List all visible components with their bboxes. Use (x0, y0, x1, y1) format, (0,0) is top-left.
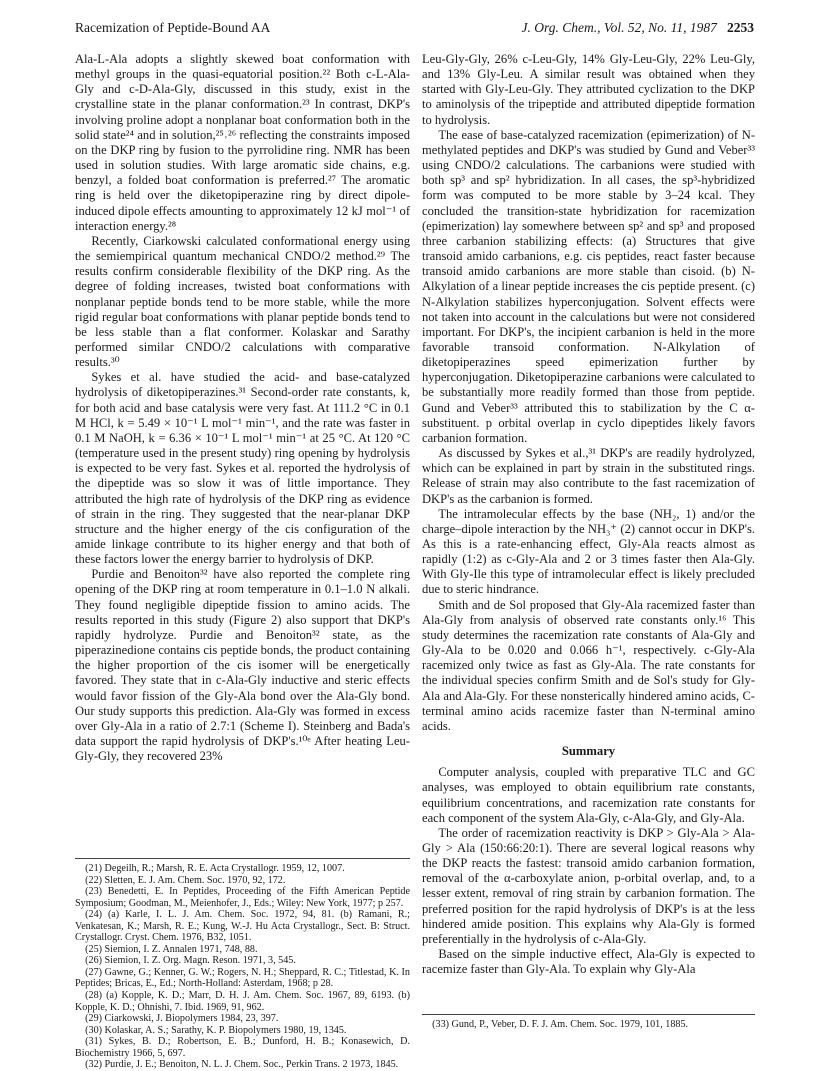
left-column (75, 52, 410, 764)
journal-citation (522, 17, 755, 39)
right-paragraph-2: The ease of base-catalyzed racemization (epimerization) of N-methylated peptides and DKP's was studied by Gund and Veber³³ using CNDO/2 calculations. The carbanions were studied with both sp³ and sp² hybridization. In all cases, the sp³-hybridized form was computed to be more stable by 3–24 kcal. They concluded the transition-state hybridization for racemization (epimerization) lay somewhere between sp² and sp³ and proposed three carbanion stabilizing effects: (a) Structures that give transoid amido carbanions, e.g. cis peptides, react faster because transoid amido carbanions are more stable than cisoid. (b) N-Alkylation of a linear peptide increases the cis peptide present. (c) N-Alkylation stabilizes hyperconjugation. Solvent effects were not taken into account in the calculations but were not considered important. For DKP's, the incipient carbanion is held in the more favorable transoid conformation. N-Alkylation of diketopiperazines speed epimerization further by hyperconjugation. Diketopiperazine carbanions were calculated to be substantially more readily formed than those from peptide. Gund and Veber³³ attributed this to stabilization by the C α-substituent. p orbital overlap in cyclo dipeptides likely favors carbanion formation. (422, 127, 755, 445)
footnote-27: (27) Gawne, G.; Kenner, G. W.; Rogers, N. H.; Sheppard, R. C.; Titlestad, K. In Peptides; Bricas, E., Ed.; North-Holland: Asterdam, 1968; p 28. (75, 966, 410, 990)
footnote-32: (32) Purdie, J. E.; Benoiton, N. L. J. Chem. Soc., Perkin Trans. 2 1973, 1845. (85, 1059, 399, 1071)
right-paragraph-5: Smith and de Sol proposed that Gly-Ala racemized faster than Ala-Gly from analysis of observed rate constants only.¹⁶ This study determines the racemization rate constants of Ala-Gly and Gly-Ala to be 0.020 and 0.066 h⁻¹, respectively. c-Gly-Ala racemized only twice as fast as Gly-Ala. The rate constants for the individual species confirm Smith and de Sol's study for Gly-Ala and Ala-Gly. For these nonsterically hindered amino acids, C-terminal amino acids racemize faster than N-terminal amino acids. (422, 597, 755, 733)
left-paragraph-2: Recently, Ciarkowski calculated conformational energy using the semiempirical quantum mechanical CNDO/2 method.²⁹ The results confirm considerable flexibility of the DKP ring. As the degree of folding increases, twisted boat conformations with nonplanar peptide bonds tend to be more stable, while the more rigid regular boat conformations with planar peptide bonds tend to be less stable than a flat conformer. Kolaskar and Sarathy performed similar CNDO/2 calculations with comparative results.³⁰ (75, 233, 410, 370)
footnote-21: (21) Degeilh, R.; Marsh, R. E. Acta Crystallogr. 1959, 12, 1007. (85, 863, 345, 874)
summary-heading: Summary (561, 744, 616, 759)
footnote-29: (29) Ciarkowski, J. Biopolymers 1984, 23, 397. (85, 1013, 279, 1025)
left-paragraph-3: Sykes et al. have studied the acid- and base-catalyzed hydrolysis of diketopiperazines.³¹ Second-order rate constants, k, for both acid and base catalysis were very fast. At 111.2 °C in 0.1 M HCl, k = 5.49 × 10⁻¹ L mol⁻¹ min⁻¹, and the rate was faster in 0.1 M NaOH, k = 6.36 × 10⁻¹ L mol⁻¹ min⁻¹ at 25 °C. At 120 °C (temperature used in the present study) ring opening by hydrolysis is expected to be very fast. Sykes et al. reported the hydrolysis of the dipeptide was so slow it was of little importance. They attributed the high rate of hydrolysis of the DKP ring as evidence of strain in the ring. They suggested that the near-planar DKP structure and the higher energy of the cis configuration of the amide linkage contribute to its higher energy and that both of these factors lower the energy barrier to hydrolysis of DKP. (75, 370, 410, 567)
summary-paragraph-1: Computer analysis, coupled with preparative TLC and GC analyses, was employed to obtain equilibrium rate constants, equilibrium concentrations, and racemization rate constants for each component of the system Ala-Gly, c-Ala-Gly, and Gly-Ala. (422, 765, 755, 825)
left-paragraph-4: Purdie and Benoiton³² have also reported the complete ring opening of the DKP ring at room temperature in 0.1–1.0 N alkali. They found negligible dipeptide fission to amino acids. The results reported in this study (Figure 2) also support that DKP's rapidly hydrolyze. Purdie and Benoiton³² state, as the piperazinedione contains cis peptide bonds, the product containing the higher proportion of the cis isomer will be energetically favored. They state that in c-Ala-Gly inductive and steric effects would favor fission of the Gly-Ala bond over the Ala-Gly bond. Our study supports this prediction. Ala-Gly was formed in excess over Gly-Ala in a ratio of 2.7:1 (Scheme I). Steinberg and Bada's data support the rapid hydrolysis of DKP's.¹⁰ᵉ After heating Leu-Gly-Gly, they recovered 23% (75, 567, 410, 764)
right-paragraph-4: The intramolecular effects by the base (NH₂, 1) and/or the charge–dipole interaction by the NH₃⁺ (2) cannot occur in DKP's. As this is a rate-enhancing effect, Gly-Ala reacts almost as rapidly (1:2) as c-Gly-Ala and 2 or 3 times faster then Ala-Gly. With Gly-Ile this type of intramolecular effect is likely precluded due to steric hindrance. (422, 506, 755, 597)
page-header (75, 17, 754, 39)
footnotes-right (422, 1014, 755, 1031)
footnote-24: (24) (a) Karle, I. L. J. Am. Chem. Soc. 1972, 94, 81. (b) Ramani, R.; Venkatesan, K.; Marsh, R. E.; Kung, W.-J. Hu Acta Crystallogr., Sect. B: Struct. Crystallogr. Cryst. Chem. 1976, B32, 1051. (75, 909, 410, 944)
right-paragraph-3: As discussed by Sykes et al.,³¹ DKP's are readily hydrolyzed, which can be explained in part by strain in the substituted rings. Release of strain may also contribute to the fast racemization of DKP's as the carbanion is formed. (422, 446, 755, 506)
journal-citation-text: J. Org. Chem., Vol. 52, No. 11, 1987 (521, 20, 717, 35)
right-column (422, 52, 755, 977)
footnote-23: (23) Benedetti, E. In Peptides, Proceeding of the Fifth American Peptide Symposium; Goodman, M., Meienhofer, J., Eds.; Wiley: New York, 1977; p 257. (75, 886, 410, 909)
page-number: 2253 (727, 20, 754, 35)
summary-paragraph-2: The order of racemization reactivity is DKP > Gly-Ala > Ala-Gly > Ala (150:66:20:1). There are several logical reasons why the DKP reacts the fastest: transoid amido carbanion formation, removal of the α-carboxylate anion, p-orbital overlap, and, to a lesser extent, removal of ring strain by carbanion formation. The preferred position for the rapid hydrolysis of DKP's is at the less hindered amide position. This explains why Ala-Gly is formed preferentially in the hydrolysis of c-Ala-Gly. (422, 825, 755, 946)
footnote-22: (22) Sletten, E. J. Am. Chem. Soc. 1970, 92, 172. (85, 874, 286, 886)
running-title: Racemization of Peptide-Bound AA (75, 20, 271, 35)
footnote-31: (31) Sykes, B. D.; Robertson, E. B.; Dunford, H. B.; Konasewich, D. Biochemistry 1966, 5, 697. (75, 1036, 410, 1059)
footnote-33: (33) Gund, P., Veber, D. F. J. Am. Chem. Soc. 1979, 101, 1885. (432, 1019, 689, 1030)
summary-paragraph-3: Based on the simple inductive effect, Ala-Gly is expected to racemize faster than Gly-Ala. To explain why Gly-Ala (422, 947, 755, 977)
left-paragraph-1: Ala-L-Ala adopts a slightly skewed boat conformation with methyl groups in the quasi-equatorial position.²² Both c-L-Ala-Gly and c-D-Ala-Gly, discussed in this study, exist in the crystalline state in the planar conformation.²³ In contrast, DKP's involving proline adopt a nonplanar boat conformation both in the solid state²⁴ and in solution,²⁵˒²⁶ reflecting the constraints imposed on the DKP ring by fusion to the pyrrolidine ring. NMR has been used in solution studies. With large aromatic side chains, e.g. benzyl, a folded boat conformation is preferred.²⁷ The aromatic ring is held over the diketopiperazine ring by direct dipole-induced dipole effects amounting to approximately 12 kJ mol⁻¹ of interaction energy.²⁸ (75, 52, 410, 233)
footnote-25: (25) Siemion, I. Z. Annalen 1971, 748, 88. (85, 943, 258, 955)
footnotes-left (75, 858, 410, 1071)
footnote-26: (26) Siemion, I. Z. Org. Magn. Reson. 1971, 3, 545. (85, 955, 296, 967)
footnote-30: (30) Kolaskar, A. S.; Sarathy, K. P. Biopolymers 1980, 19, 1345. (85, 1024, 347, 1036)
right-paragraph-1: Leu-Gly-Gly, 26% c-Leu-Gly, 14% Gly-Leu-Gly, 22% Leu-Gly, and 13% Gly-Leu. A similar result was obtained when they started with Gly-Leu-Gly. They attributed cyclization to the DKP to aminolysis of the tripeptide and attributed dipeptide formation to hydrolysis. (422, 52, 755, 127)
footnote-28: (28) (a) Kopple, K. D.; Marr, D. H. J. Am. Chem. Soc. 1967, 89, 6193. (b) Kopple, K. D.; Ohnishi, 7. Ibid. 1969, 91, 962. (75, 990, 410, 1013)
